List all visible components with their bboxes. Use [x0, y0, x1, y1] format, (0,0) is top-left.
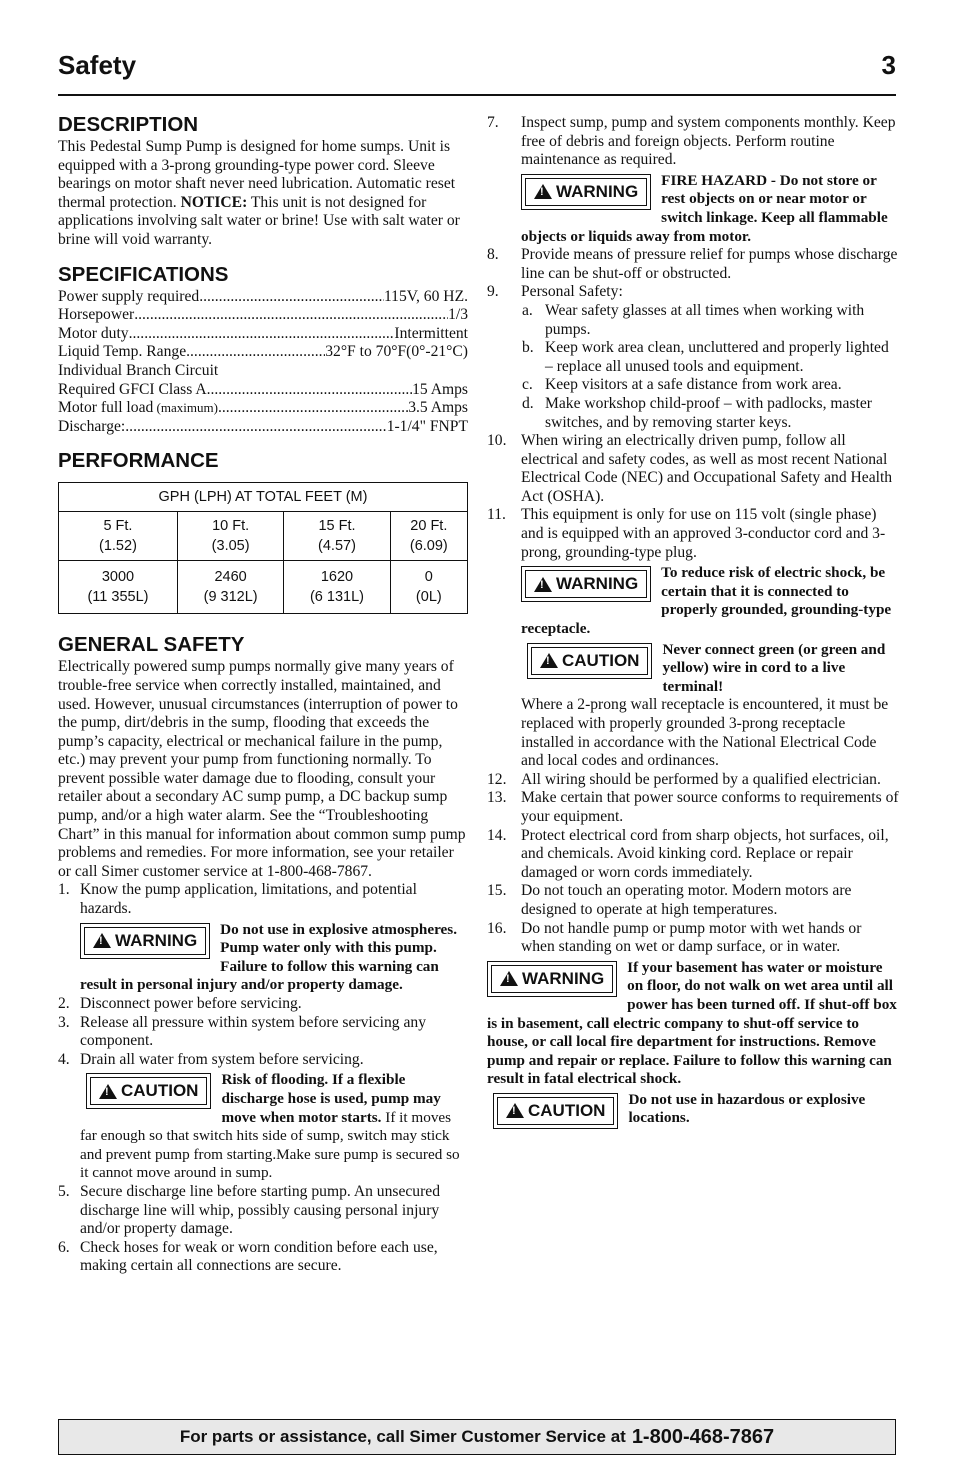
alert-triangle-icon [540, 653, 558, 668]
list-item: 15. Do not touch an operating motor. Modern motors are designed to operate at high temperatures. [487, 882, 852, 918]
warning-box: ! WARNING FIRE HAZARD - Do not store or rest objects on or near motor or switch linkage. Keep all flammable objects or liquids away from motor. [521, 172, 899, 246]
list-item: 6. Check hoses for weak or worn condition before each use, making certain all connections are secure. [58, 1238, 438, 1275]
list-item: 2. Disconnect power before servicing. [58, 995, 302, 1012]
page-title: Safety [58, 50, 137, 80]
list-item: 13. Make certain that power source conforms to requirements of your equipment. [487, 789, 899, 825]
warning-badge: ! WARNING [521, 174, 651, 210]
spec-row: Motor full load (maximum) ..... 3.5 Amps [58, 399, 468, 418]
caution-box: ! CAUTION Do not use in hazardous or explosive locations. [493, 1091, 899, 1132]
page-number: 3 [881, 50, 896, 80]
caution-box: ! CAUTION Risk of flooding. If a flexible discharge hose is used, pump may move when motor starts. If it moves far enough so that switch hits side of sump, switch may stick and prevent pump from starting.Make sure pump is secured so it cannot move around in sump. [80, 1071, 468, 1183]
list-item: 11. This equipment is only for use on 115 volt (single phase) and is equipped with an approved 3-conductor cord and 3-prong, grounding-type plug. [487, 506, 886, 561]
list-item: 9. Personal Safety: [487, 283, 623, 301]
list-item: 12. All wiring should be performed by a qualified electrician. [487, 770, 881, 788]
warning-box: ! WARNING To reduce risk of electric shock, be certain that it is connected to properly grounded, grounding-type receptacle. [521, 564, 899, 638]
page-header [58, 50, 896, 96]
left-column [58, 112, 468, 1276]
general-safety-intro: Electrically powered sump pumps normally give many years of trouble-free service when correctly installed, maintained, and used. However, unusual circumstances (interruption of power to the pump, dirt/debris in the sump, flooding that exceeds the pump’s capacity, electrical or mechanical failure in the pump, etc.) may prevent your pump from functioning normally. To prevent possible water damage due to flooding, consult your retailer about a secondary AC sump pump, a DC backup sump pump, and/or a high water alarm. See the “Troubleshooting Chart” in this manual for information about common sump pump problems and remedies. For more information, see your retailer or call Simer customer service at 1-800-468-7867. [58, 658, 466, 880]
alert-triangle-icon [534, 577, 552, 592]
list-item: 16. Do not handle pump or pump motor with wet hands or when standing on wet or damp surface, or in water. [487, 919, 862, 956]
footer-phone: 1-800-468-7867 [631, 1425, 775, 1448]
footer-banner [58, 1419, 896, 1455]
general-safety-heading: GENERAL SAFETY [58, 633, 245, 657]
alert-triangle-icon [99, 1084, 117, 1099]
list-item: 3. Release all pressure within system before servicing any component. [58, 1013, 426, 1050]
list-item: 5. Secure discharge line before starting pump. An unsecured discharge line will whip, possibly causing personal injury and/or property damage. [58, 1182, 440, 1238]
caution-badge: ! CAUTION [86, 1073, 211, 1109]
footer-text: For parts or assistance, call Simer Customer Service at [179, 1427, 626, 1446]
table-cell: 3000 (11 355L) [59, 561, 178, 614]
table-header: GPH (LPH) AT TOTAL FEET (M) [59, 483, 468, 512]
spec-row: Discharge: ..... 1-1/4" FNPT [58, 418, 468, 437]
alert-triangle-icon [93, 933, 111, 948]
right-column [487, 114, 899, 1132]
table-cell: 20 Ft. (6.09) [390, 512, 467, 561]
list-item: 7. Inspect sump, pump and system components monthly. Keep free of debris and foreign objects. Perform routine maintenance as required. [487, 114, 896, 169]
spec-row: Power supply required ..... 115V, 60 HZ. [58, 288, 468, 307]
alert-triangle-icon [534, 184, 552, 199]
description-heading: DESCRIPTION [58, 113, 199, 136]
table-cell: 1620 (6 131L) [284, 561, 390, 614]
table-cell: 10 Ft. (3.05) [177, 512, 283, 561]
table-row [59, 561, 468, 614]
list-item: 4. Drain all water from system before servicing. [58, 1050, 364, 1068]
receptacle-note: Where a 2-prong wall receptacle is encountered, it must be replaced with properly grounded 3-prong receptacle installed in accordance with the National Electrical Code and local codes and ordinances. [521, 696, 889, 770]
description-body: This Pedestal Sump Pump is designed for home sumps. Unit is equipped with a 3-prong grounding-type power cord. Sleeve bearings on motor shaft never need lubrication. Automatic reset thermal protection. NOTICE: This unit is not designed for applications involving salt water or brine! Use with salt water or brine will void warranty. [58, 138, 460, 248]
performance-heading: PERFORMANCE [58, 449, 219, 473]
specifications-list [58, 288, 468, 437]
warning-badge: ! WARNING [521, 566, 651, 602]
alert-triangle-icon [506, 1103, 524, 1118]
list-item: 10. When wiring an electrically driven pump, follow all electrical and safety codes, as well as most recent National Electrical Code (NEC) and Occupational Safety and Health Act (OSHA). [487, 432, 893, 505]
sub-list-item: c. Keep visitors at a safe distance from work area. [522, 376, 842, 394]
alert-triangle-icon [500, 971, 518, 986]
spec-row: Liquid Temp. Range ..... 32°F to 70°F(0°-21°C) [58, 343, 468, 362]
caution-box: ! CAUTION Never connect green (or green and yellow) wire in cord to a live terminal! [521, 641, 899, 697]
table-cell: 5 Ft. (1.52) [59, 512, 178, 561]
table-cell: 15 Ft. (4.57) [284, 512, 390, 561]
warning-badge: ! WARNING [80, 923, 210, 959]
warning-badge: ! WARNING [487, 961, 617, 997]
caution-badge: ! CAUTION [527, 643, 652, 679]
warning-box: ! WARNING Do not use in explosive atmospheres. Pump water only with this pump. Failure to follow this warning can result in personal injury and/or property damage. [80, 921, 468, 995]
table-row [59, 512, 468, 561]
list-item: 1. Know the pump application, limitations, and potential hazards. [58, 881, 417, 918]
performance-table [58, 482, 468, 614]
warning-box: ! WARNING If your basement has water or moisture on floor, do not walk on wet area until all power has been turned off. If shut-off box is in basement, call electric company to shut-off service to house, or call local fire department for instructions. Remove pump and repair or replace. Failure to follow this warning can result in fatal electrical shock. [487, 959, 899, 1089]
table-cell: 2460 (9 312L) [177, 561, 283, 614]
specifications-heading: SPECIFICATIONS [58, 262, 229, 286]
list-item: 14. Protect electrical cord from sharp objects, hot surfaces, oil, and chemicals. Avoid kinking cord. Replace or repair damaged or worn cords immediately. [487, 826, 889, 881]
spec-row: Required GFCI Class A ..... 15 Amps [58, 381, 468, 400]
spec-row: Motor duty ..... Intermittent [58, 325, 468, 344]
notice-label: NOTICE: [180, 193, 248, 211]
spec-row: Horsepower ..... 1/3 [58, 306, 468, 325]
table-cell: 0 (0L) [390, 561, 467, 614]
spec-row: Individual Branch Circuit [58, 361, 219, 379]
caution-badge: ! CAUTION [493, 1093, 618, 1129]
sub-list-item: d. Make workshop child-proof – with padlocks, master switches, and by removing starter keys. [522, 394, 872, 431]
sub-list-item: a. Wear safety glasses at all times when working with pumps. [522, 301, 865, 338]
list-item: 8. Provide means of pressure relief for pumps whose discharge line can be shut-off or obstructed. [487, 246, 898, 282]
sub-list-item: b. Keep work area clean, uncluttered and properly lighted – replace all unused tools and equipment. [522, 339, 889, 375]
